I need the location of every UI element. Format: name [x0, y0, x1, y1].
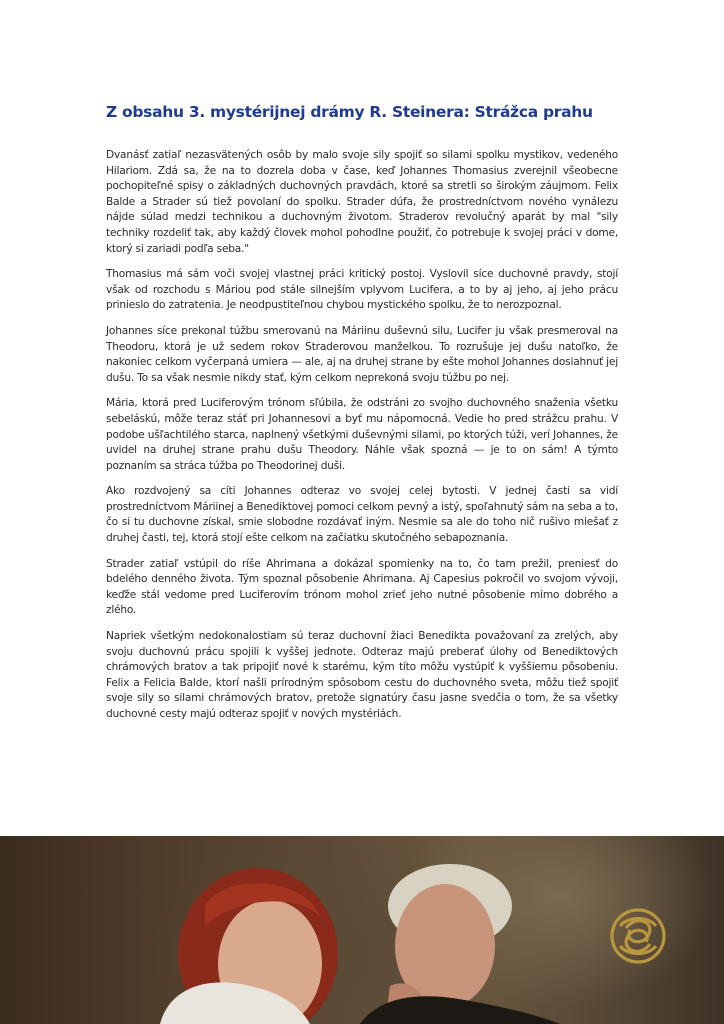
- paragraph: Strader zatiaľ vstúpil do ríše Ahrimana a dokázal spomienky na to, čo tam prežil, preniesť do bdelého denného života. Tým spoznal pôsobenie Ahrimana. Aj Capesius pokročil vo svojom vývoji, keďže stál vedome pred Luciferovím trónom mohol zrieť jeho nutné pôsobenie mimo dobrého a zlého.: [106, 557, 618, 617]
- paragraph: Napriek všetkým nedokonalostiam sú teraz duchovní žiaci Benedikta považovaní za zrelých, aby svoju duchovnú prácu spojili k vyššej jednote. Odteraz majú preberať úlohy od Benediktových chrámových bratov a tak pripojiť nové k starému, kým títo môžu vystúpiť k vyššiemu pôsobeniu. Felix a Felicia Balde, ktorí našli prírodným spôsobom cestu do duchovného sveta, môžu tiež spojiť svoje sily so silami chrámových bratov, pretože signatúry času jasne svedčia o tom, že sa všetky duchovné cesty majú odteraz spojiť v nových mystériách.: [106, 630, 618, 720]
- celtic-knot-logo-icon: [612, 910, 664, 962]
- paragraph: Ako rozdvojený sa cíti Johannes odteraz vo svojej celej bytosti. V jednej časti sa vidí prostredníctvom Máriinej a Benediktovej pomoci celkom pevný a istý, spoľahnutý sám na seba a to, čo si tu duchovne získal, smie slobodne rozdávať iným. Nesmie sa ale do toho nič rušivo miešať z druhej časti, tej, ktorá stojí ešte celkom na začiatku skutočného sebapoznania.: [106, 485, 618, 545]
- stage-photo-figures: [0, 836, 724, 1024]
- stage-photo: [0, 836, 724, 1024]
- page-title: Z obsahu 3. mystérijnej drámy R. Steinera: Strážca prahu: [106, 103, 593, 121]
- paragraph: Johannes síce prekonal túžbu smerovanú na Máriinu duševnú silu, Lucifer ju však presmeroval na Theodoru, ktorá je už sedem rokov Straderovou manželkou. To rozrušuje jej dušu natoľko, že nakoniec celkom vyčerpaná umiera — ale, aj na druhej strane by ešte mohol Johannes dosiahnuť jej dušu. To sa však nesmie nikdy stať, kým celkom neprekoná svoju túžbu po nej.: [106, 324, 618, 384]
- paragraph: Thomasius má sám voči svojej vlastnej práci kritický postoj. Vyslovil síce duchovné pravdy, stojí však od rozchodu s Máriou pod stále silnejším vplyvom Lucifera, a to by aj jeho, aj jeho prácu prinieslo do zatratenia. Je neodpustiteľnou chybou mystického spolku, že to nerozpoznal.: [106, 268, 618, 312]
- article-body: [106, 148, 618, 733]
- paragraph: Dvanásť zatiaľ nezasvätených osôb by malo svoje sily spojiť so silami spolku mystikov, vedeného Hilariom. Zdá sa, že na to dozrela doba v čase, keď Johannes Thomasius zverejnil všeobecne pochopiteľné spisy o základných duchovných pravdách, ktoré sa stretli so širokým záujmom. Felix Balde a Strader sú tiež povolaní do spolku. Strader dúfa, že prostredníctvom nového vynálezu nájde súlad medzi technikou a duchovným životom. Straderov revolučný aparát by mal "sily techniky rozdeliť tak, aby každý človek mohol pohodlne použiť, čo potrebuje k svojej práci v dome, ktorý si zariadi podľa seba.": [106, 149, 618, 255]
- paragraph: Mária, ktorá pred Luciferovým trónom sľúbila, že odstráni zo svojho duchovného snaženia všetku sebeláskú, môže teraz stáť pri Johannesovi a byť mu nápomocná. Vedie ho pred strážcu prahu. V podobe ušľachtilého starca, naplnený všetkými duševnými silami, po ktorých túži, verí Johannes, že uvidel na druhej strane prahu dušu Theodory. Náhle však spozná — je to on sám! A týmto poznaním sa stráca túžba po Theodorinej duši.: [106, 397, 618, 472]
